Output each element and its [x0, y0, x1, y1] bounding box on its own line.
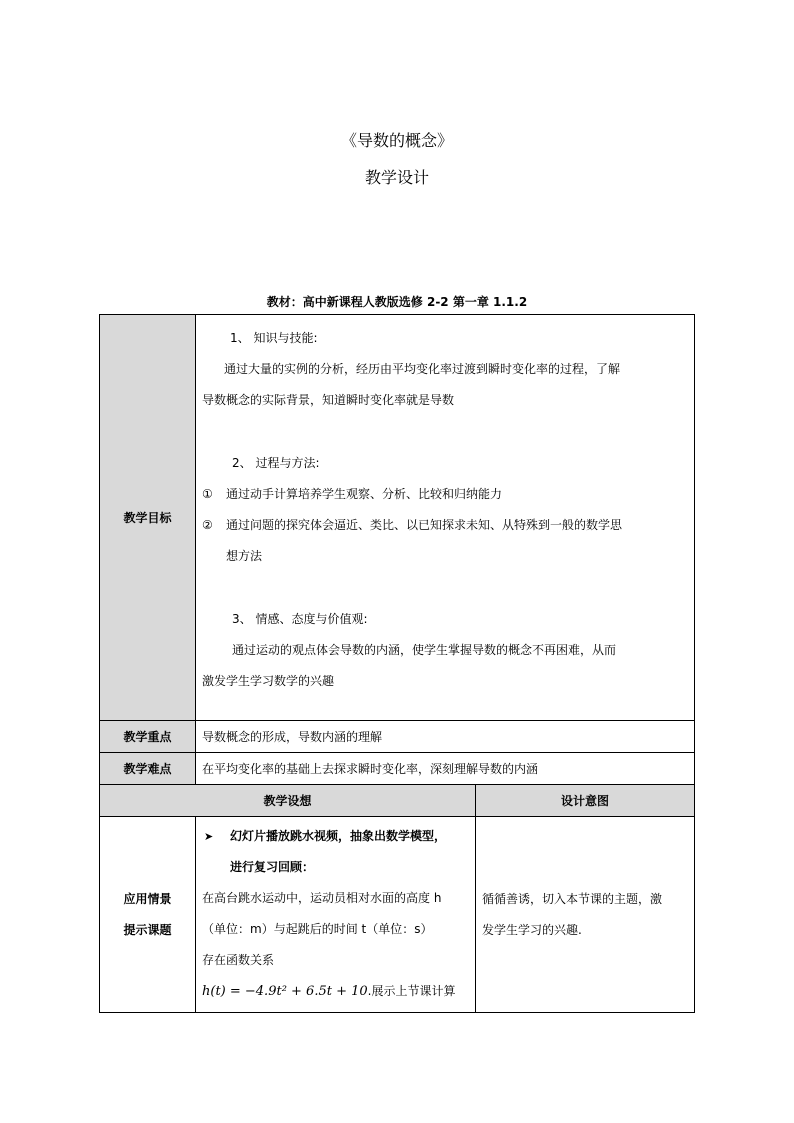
difficulty-row: [100, 753, 695, 785]
key-point-row: [100, 721, 695, 753]
scene-text-2: （单位：m）与起跳后的时间 t（单位：s）: [202, 922, 433, 936]
material-line: 教材：高中新课程人教版选修 2-2 第一章 1.1.2: [266, 295, 528, 309]
item-1-text: 通过动手计算培养学生观察、分析、比较和归纳能力: [226, 487, 503, 501]
difficulty-label: 教学难点: [100, 753, 196, 785]
scene-label-line-2: 提示课题: [123, 922, 172, 937]
document-subtitle: 教学设计: [364, 168, 429, 187]
key-point-text: 导数概念的形成，导数内涵的理解: [196, 721, 695, 753]
scene-bullet-text: 幻灯片播放跳水视频，抽象出数学模型，: [230, 829, 447, 843]
item-2-text-cont: 想方法: [226, 549, 263, 563]
scene-label: [100, 817, 196, 1013]
scene-bullet-text-cont: 进行复习回顾：: [230, 860, 315, 874]
key-point-label: 教学重点: [100, 721, 196, 753]
scene-formula-line: [202, 976, 469, 1007]
goals-section-3-text-2: 激发学生学习数学的兴趣: [202, 674, 335, 688]
goals-section-3-text-1: 通过运动的观点体会导数的内涵，使学生掌握导数的概念不再困难，从而: [232, 643, 617, 657]
goals-section-3-title: 3、 情感、态度与价值观:: [232, 612, 368, 626]
scene-text-3: 存在函数关系: [202, 953, 275, 967]
goals-row: [100, 315, 695, 721]
document-title: 《导数的概念》: [340, 131, 453, 150]
goals-section-1-text-2: 导数概念的实际背景，知道瞬时变化率就是导数: [202, 393, 455, 407]
goals-section-2-item-2: [202, 510, 688, 541]
difficulty-text: 在平均变化率的基础上去探求瞬时变化率，深刻理解导数的内涵: [196, 753, 695, 785]
goals-section-2-title: 2、 过程与方法:: [232, 456, 320, 470]
goals-section-1-title: 1、 知识与技能:: [230, 331, 318, 345]
scene-text-1: 在高台跳水运动中，运动员相对水面的高度 h: [202, 891, 442, 905]
goals-label: 教学目标: [100, 315, 196, 721]
goals-section-1-text-1: 通过大量的实例的分析，经历由平均变化率过渡到瞬时变化率的过程，了解: [224, 362, 621, 376]
design-header-idea: 教学设想: [100, 785, 476, 817]
scene-content: [196, 817, 476, 1013]
goals-section-2-item-1: [202, 479, 688, 510]
scene-label-line-1: 应用情景: [123, 891, 172, 906]
height-formula: h(t) = −4.9t² + 6.5t + 10: [202, 984, 368, 999]
scene-bullet: [202, 821, 469, 852]
item-2-text: 通过问题的探究体会逼近、类比、以已知探求未知、从特殊到一般的数学思: [226, 518, 623, 532]
scene-formula-tail: .展示上节课计算: [367, 984, 456, 998]
scene-intent-line-1: 循循善诱，切入本节课的主题，激: [482, 891, 663, 906]
goals-section-2-item-2-cont: [202, 541, 688, 572]
scene-bullet-cont: [202, 852, 469, 883]
item-2-marker: ②: [202, 518, 213, 532]
design-header-intent: 设计意图: [476, 785, 695, 817]
scene-row: [100, 817, 695, 1013]
arrow-bullet-icon: ➤: [204, 830, 214, 843]
scene-intent: [476, 817, 695, 1013]
goals-content: [196, 315, 695, 721]
scene-intent-line-2: 发学生学习的兴趣.: [482, 922, 582, 937]
item-1-marker: ①: [202, 487, 213, 501]
lesson-plan-table: [99, 314, 695, 1013]
design-header-row: [100, 785, 695, 817]
